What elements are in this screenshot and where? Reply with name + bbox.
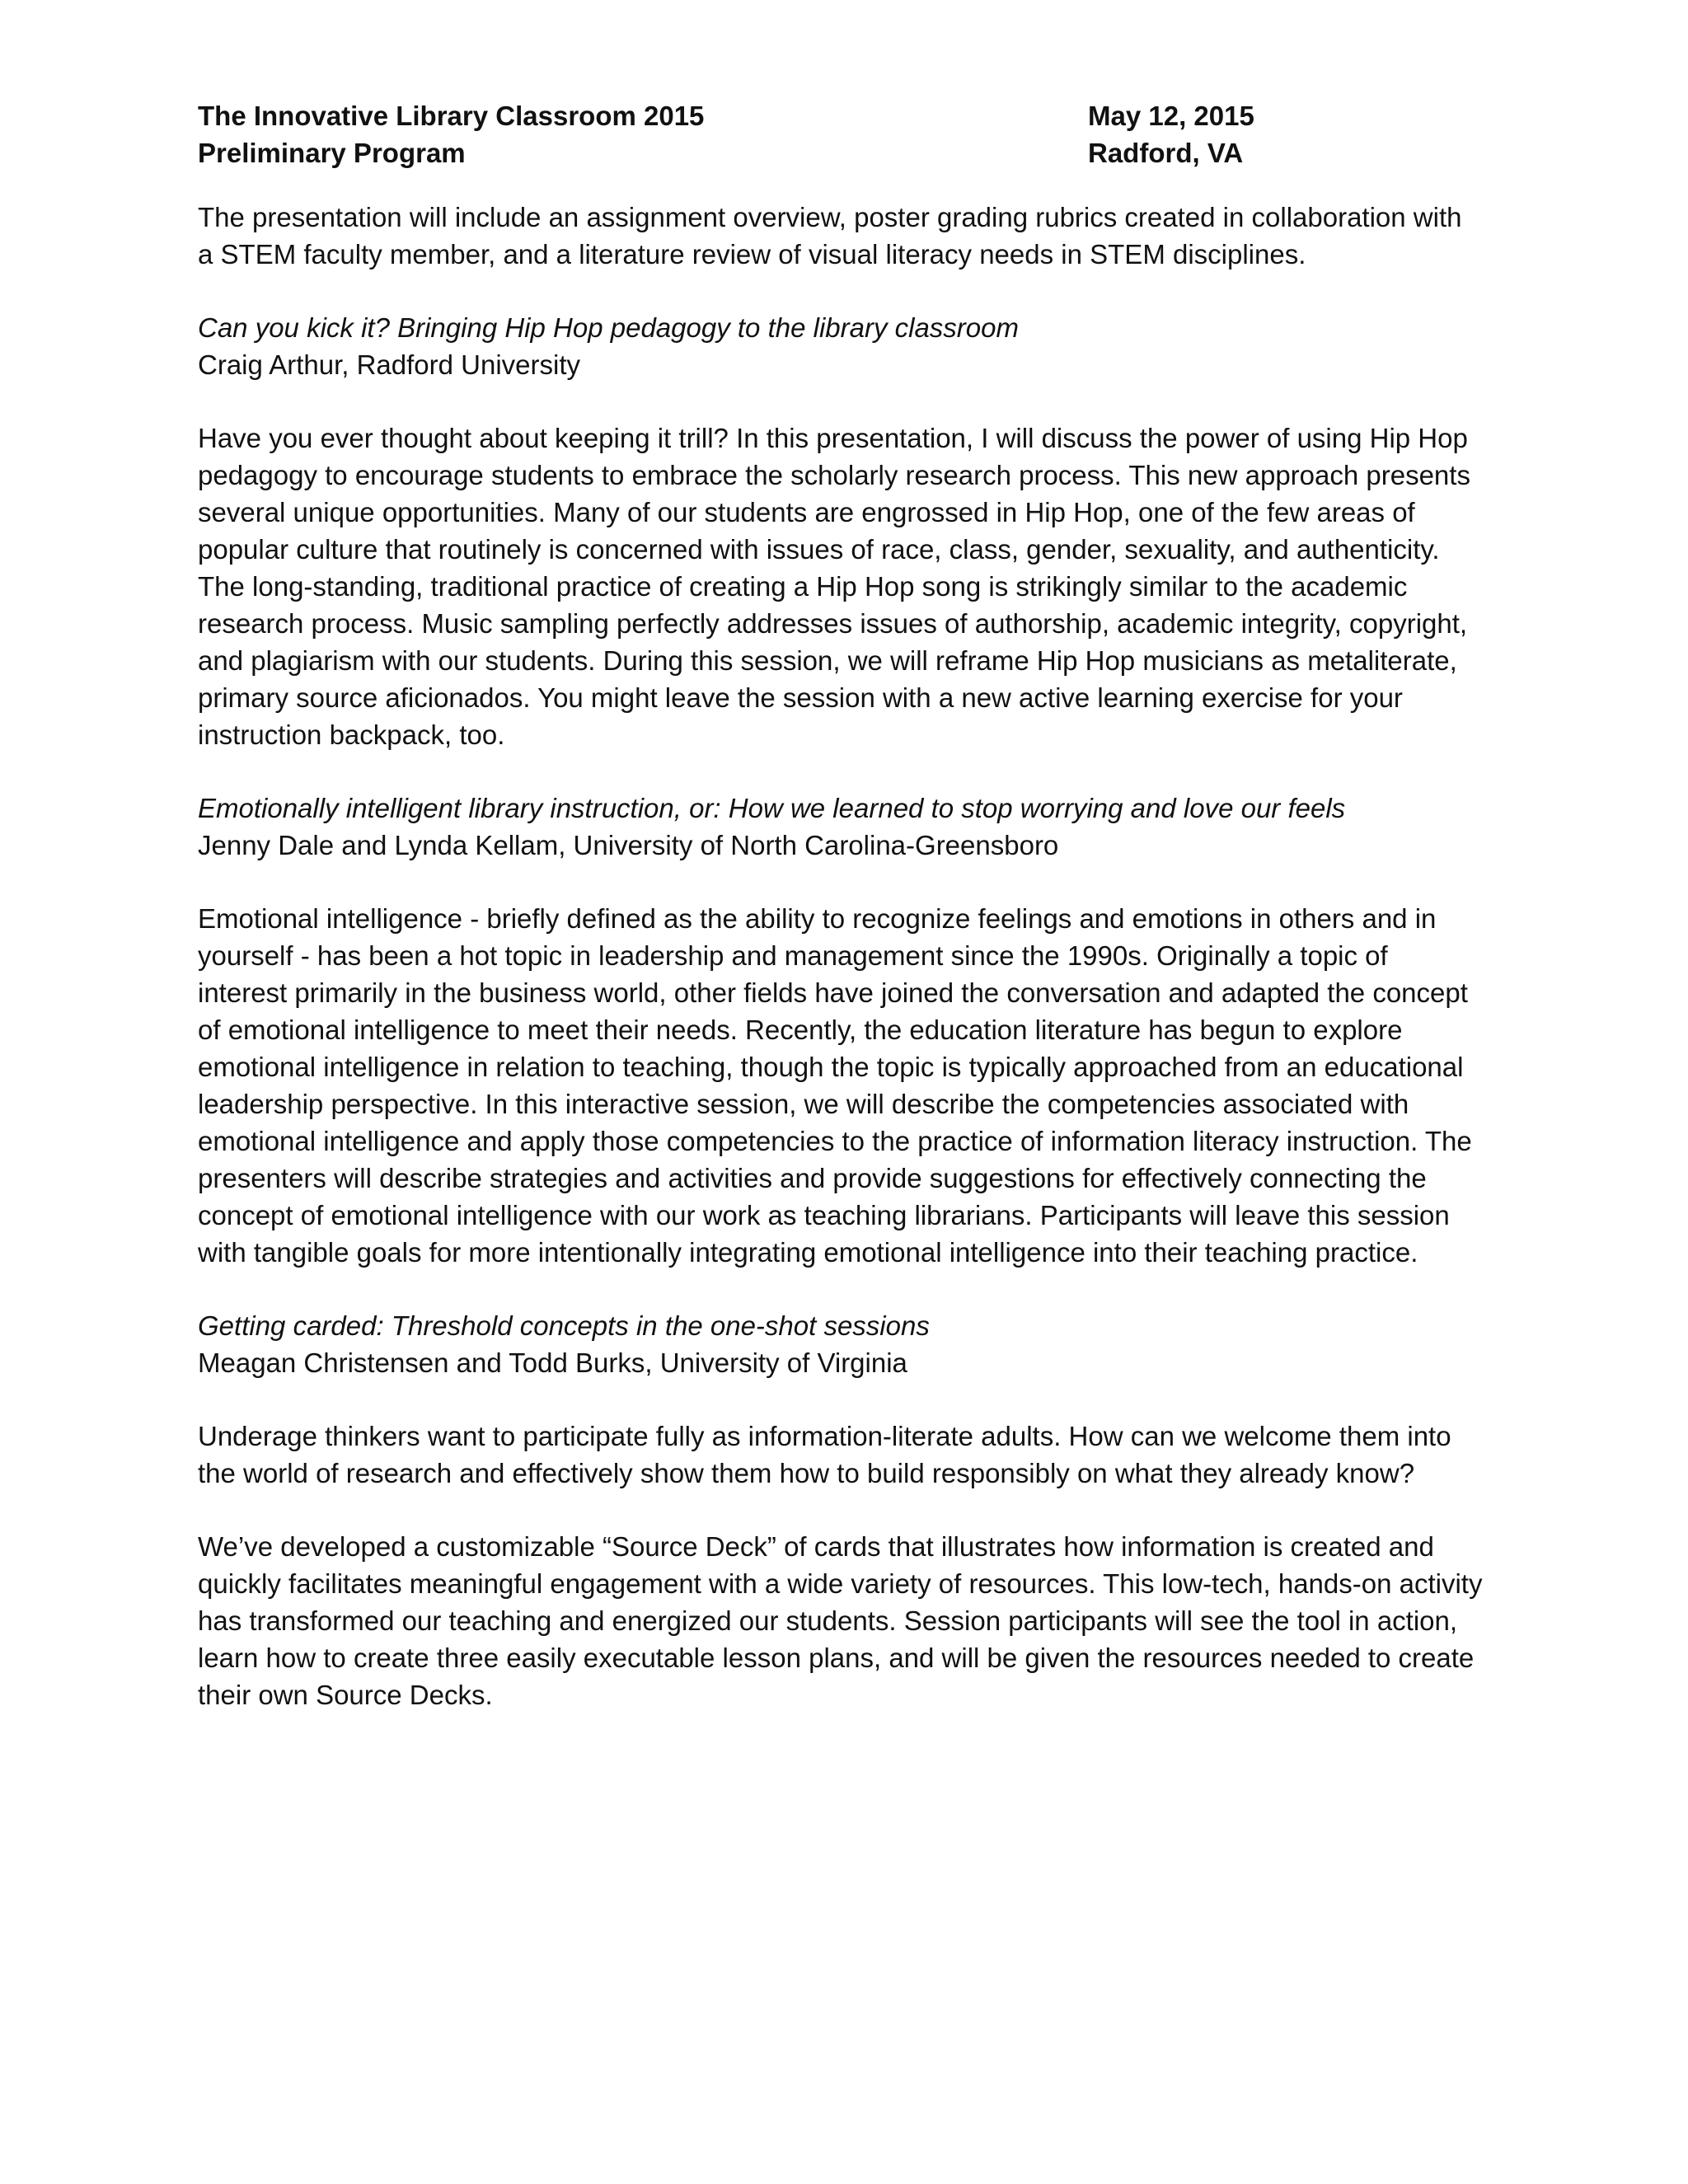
session-2 [198,790,1484,1271]
session-3 [198,1307,1484,1713]
session-abstract: Have you ever thought about keeping it trill? In this presentation, I will discuss the power of using Hip Hop pedagogy to encourage students to embrace the scholarly research process. This new approach presents several unique opportunities. Many of our students are engrossed in Hip Hop, one of the few areas of popular culture that routinely is concerned with issues of race, class, gender, sexuality, and authenticity. The long-standing, traditional practice of creating a Hip Hop song is strikingly similar to the academic research process. Music sampling perfectly addresses issues of authorship, academic integrity, copyright, and plagiarism with our students. During this session, we will reframe Hip Hop musicians as metaliterate, primary source aficionados. You might leave the session with a new active learning exercise for your instruction backpack, too. [198,423,1470,750]
intro-paragraph: The presentation will include an assignment overview, poster grading rubrics created in collaboration with a STEM faculty member, and a literature review of visual literacy needs in STEM disciplines. [198,202,1462,269]
conference-date: May 12, 2015 [1088,101,1254,131]
session-1 [198,309,1484,753]
header-right [1088,97,1254,171]
conference-location: Radford, VA [1088,138,1244,168]
session-abstract: Underage thinkers want to participate fully as information-literate adults. How can we welcome them into the world of research and effectively show them how to build responsibly on what they already know? [198,1421,1451,1488]
conference-title: The Innovative Library Classroom 2015 [198,101,705,131]
session-title: Can you kick it? Bringing Hip Hop pedagogy to the library classroom [198,312,1019,343]
session-authors: Craig Arthur, Radford University [198,349,581,380]
program-body [198,199,1484,1750]
session-abstract: We’ve developed a customizable “Source Deck” of cards that illustrates how information is created and quickly facilitates meaningful engagement with a wide variety of resources. This low-tech, hands-on activity has transformed our teaching and energized our students. Session participants will see the tool in action, learn how to create three easily executable lesson plans, and will be given the resources needed to create their own Source Decks. [198,1531,1483,1710]
session-title: Emotionally intelligent library instruction, or: How we learned to stop worrying and love our feels [198,793,1346,823]
session-authors: Meagan Christensen and Todd Burks, University of Virginia [198,1347,907,1378]
header-left [198,97,704,171]
session-authors: Jenny Dale and Lynda Kellam, University of North Carolina-Greensboro [198,830,1059,860]
program-label: Preliminary Program [198,138,466,168]
session-title: Getting carded: Threshold concepts in the one-shot sessions [198,1310,930,1341]
session-abstract: Emotional intelligence - briefly defined as the ability to recognize feelings and emotions in others and in yourself - has been a hot topic in leadership and management since the 1990s. Originally a topic of interest primarily in the business world, other fields have joined the conversation and adapted the concept of emotional intelligence to meet their needs. Recently, the education literature has begun to explore emotional intelligence in relation to teaching, though the topic is typically approached from an educational leadership perspective. In this interactive session, we will describe the competencies associated with emotional intelligence and apply those competencies to the practice of information literacy instruction. The presenters will describe strategies and activities and provide suggestions for effectively connecting the concept of emotional intelligence with our work as teaching librarians. Participants will leave this session with tangible goals for more intentionally integrating emotional intelligence into their teaching practice. [198,903,1472,1268]
